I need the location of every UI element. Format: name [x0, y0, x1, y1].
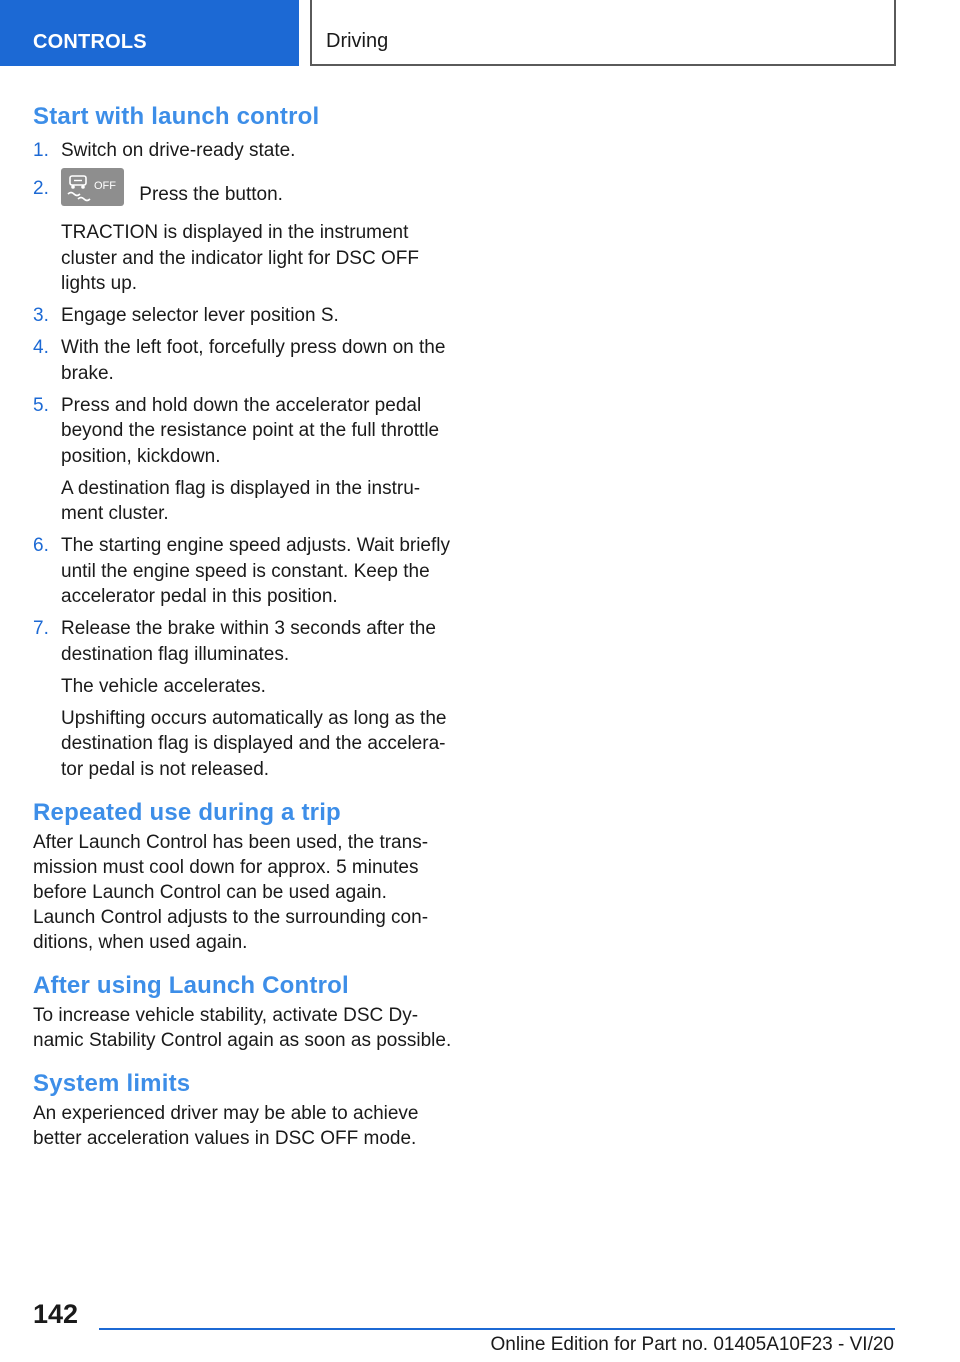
step-number: 1. — [33, 140, 49, 161]
list-item — [33, 335, 453, 386]
list-item — [33, 393, 453, 527]
step-number: 4. — [33, 337, 49, 358]
page-content — [33, 100, 453, 1151]
step-number: 2. — [33, 177, 49, 199]
step-text: Press and hold down the accelerator pedal beyond the resistance point at the full throttle position, kickdown. — [61, 394, 440, 467]
page-header — [0, 0, 960, 66]
after-text: To increase vehicle stability, activate DSC Dy-namic Stability Control again as soon as possible. — [33, 1005, 452, 1051]
launch-title: Start with launch control — [33, 103, 320, 130]
section-tab: CONTROLS — [0, 0, 299, 66]
step-note: TRACTION is displayed in the instrument cluster and the indicator light for DSC OFF lights up. — [61, 222, 419, 294]
launch-steps — [33, 138, 453, 782]
step-note: A destination flag is displayed in the instru-ment cluster. — [61, 477, 421, 524]
step-note: The vehicle accelerates. — [61, 675, 266, 697]
dsc-off-icon — [61, 168, 124, 206]
after-title: After using Launch Control — [33, 972, 349, 999]
step-number: 7. — [33, 618, 49, 639]
step-text: The starting engine speed adjusts. Wait briefly until the engine speed is constant. Keep the accelerator pedal in this position. — [61, 535, 450, 607]
list-item — [33, 616, 453, 782]
step-text: Release the brake within 3 seconds after the destination flag illuminates. — [61, 618, 436, 665]
list-item — [33, 303, 453, 329]
chapter-tab: Driving — [310, 0, 896, 66]
step-text: Engage selector lever position S. — [61, 305, 339, 326]
repeated-title: Repeated use during a trip — [33, 799, 341, 826]
step-text: With the left foot, forcefully press down on the brake. — [61, 337, 446, 384]
step-number: 5. — [33, 394, 49, 416]
dsc-off-icon-graphic — [65, 172, 121, 202]
page-number: 142 — [33, 1299, 79, 1329]
repeated-text: After Launch Control has been used, the trans-mission must cool down for approx. 5 minutes before Launch Control can be used again. Launch Control adjusts to the surrounding con-ditions, when used again. — [33, 832, 429, 953]
footer-divider — [99, 1328, 895, 1330]
step-text: Press the button. — [139, 183, 283, 205]
list-item — [33, 533, 453, 610]
step-text: Switch on drive-ready state. — [61, 140, 296, 161]
step-note: Upshifting occurs automatically as long as the destination flag is displayed and the accelera-tor pedal is not released. — [61, 707, 447, 780]
step-number: 3. — [33, 305, 49, 326]
step-number: 6. — [33, 535, 49, 556]
limits-text: An experienced driver may be able to achieve better acceleration values in DSC OFF mode. — [33, 1103, 419, 1149]
edition-note: Online Edition for Part no. 01405A10F23 - VI/20 — [490, 1334, 894, 1355]
list-item — [33, 138, 453, 164]
limits-title: System limits — [33, 1070, 191, 1097]
list-item — [33, 176, 453, 297]
dsc-off-icon-label: OFF — [94, 179, 116, 192]
